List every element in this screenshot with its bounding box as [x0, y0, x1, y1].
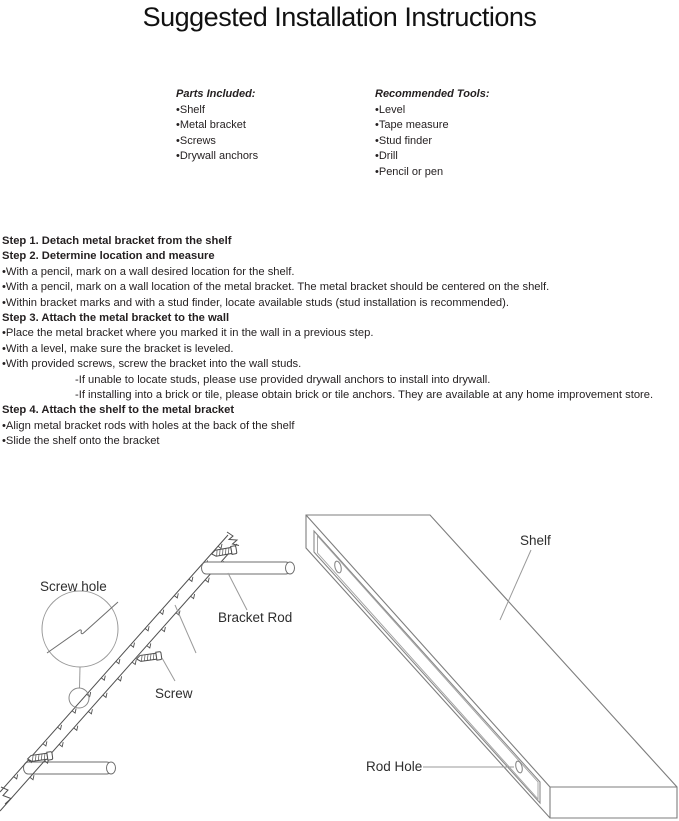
parts-item: •Metal bracket [176, 119, 246, 131]
bracket-rod-leader [228, 573, 247, 610]
step-bullet: •Within bracket marks and with a stud finder, locate available studs (stud installation is recommended). [2, 296, 509, 309]
magnified-region-circle [69, 688, 89, 708]
screw-leader [162, 658, 175, 681]
parts-included-list [176, 87, 258, 165]
parts-heading: Parts Included: [176, 88, 256, 100]
screw-drawing [211, 546, 237, 558]
step-4-heading: Step 4. Attach the shelf to the metal bracket [2, 404, 235, 417]
tools-item: •Tape measure [375, 119, 449, 131]
shelf-outline [306, 515, 677, 818]
step-bullet: •With provided screws, screw the bracket into the wall studs. [2, 358, 302, 371]
shelf-label: Shelf [520, 533, 551, 548]
shelf-drawing [306, 515, 677, 818]
step-sub-note: -If installing into a brick or tile, please obtain brick or tile anchors. They are available at any home improvement store. [75, 389, 654, 402]
magnifier-circle [42, 591, 118, 667]
page-title: Suggested Installation Instructions [142, 2, 537, 32]
bracket-rod-upper [202, 562, 295, 574]
step-bullet: •With a pencil, mark on a wall location of the metal bracket. The metal bracket should be centered on the shelf. [2, 281, 550, 294]
step-bullet: •Align metal bracket rods with holes at the back of the shelf [2, 419, 295, 432]
installation-diagram [0, 470, 679, 821]
bracket-leader [175, 605, 196, 653]
parts-item: •Screws [176, 134, 216, 147]
step-3-heading: Step 3. Attach the metal bracket to the wall [2, 312, 230, 325]
magnifier-connector-line [80, 667, 81, 688]
bracket-jagged-end [227, 532, 239, 546]
metal-bracket-drawing [0, 532, 295, 811]
step-1-heading: Step 1. Detach metal bracket from the shelf [2, 235, 232, 247]
tools-heading: Recommended Tools: [375, 88, 490, 100]
recommended-tools-list [375, 87, 490, 180]
step-sub-note: -If unable to locate studs, please use provided drywall anchors to install into drywall. [75, 373, 491, 386]
tools-item: •Stud finder [375, 134, 433, 147]
bracket-rod-label: Bracket Rod [218, 610, 293, 625]
bracket-edge [0, 544, 237, 811]
rod-hole-label: Rod Hole [366, 759, 423, 774]
installation-steps [2, 234, 679, 450]
step-bullet: •Slide the shelf onto the bracket [2, 435, 160, 448]
step-bullet: •With a pencil, mark on a wall desired location for the shelf. [2, 265, 295, 278]
parts-item: •Drywall anchors [176, 150, 259, 162]
parts-item: •Shelf [176, 103, 205, 116]
bracket-edge [0, 535, 228, 792]
step-bullet: •With a level, make sure the bracket is leveled. [2, 342, 234, 355]
bracket-rod-lower [24, 762, 116, 774]
screw-hole-label: Screw hole [40, 579, 107, 594]
tools-item: •Pencil or pen [375, 165, 444, 178]
magnified-screw-hole-edge [47, 602, 118, 653]
screw-label: Screw [155, 686, 193, 701]
tools-item: •Level [375, 103, 406, 116]
tools-item: •Drill [375, 150, 398, 162]
screw-drawing [27, 752, 53, 763]
step-2-heading: Step 2. Determine location and measure [2, 250, 215, 263]
step-bullet: •Place the metal bracket where you marked it in the wall in a previous step. [2, 327, 374, 340]
